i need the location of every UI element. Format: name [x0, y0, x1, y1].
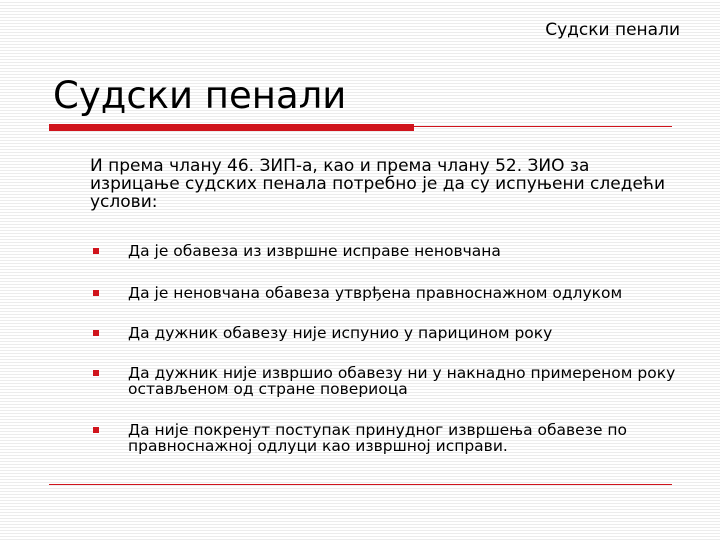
- title-underline-rule: [414, 126, 672, 127]
- intro-paragraph: И према члану 46. ЗИП-а, као и према члану 52. ЗИО за изрицање судских пенала потребно је да су испуњени следећи услови:: [90, 156, 666, 212]
- title-underline-accent: [49, 124, 414, 131]
- square-bullet-icon: [93, 290, 99, 296]
- square-bullet-icon: [93, 248, 99, 254]
- list-item-text: Да је неновчана обавеза утврђена правноснажном одлуком: [128, 284, 623, 302]
- square-bullet-icon: [93, 427, 99, 433]
- list-item-text: Да је обавеза из извршне исправе неновчана: [128, 242, 501, 260]
- slide-title: Судски пенали: [53, 74, 347, 117]
- header-caption: Судски пенали: [545, 20, 680, 40]
- square-bullet-icon: [93, 330, 99, 336]
- footer-rule: [49, 484, 672, 485]
- square-bullet-icon: [93, 370, 99, 376]
- list-item-text: Да дужник обавезу није испунио у парицином року: [128, 324, 553, 342]
- list-item-text: Да није покренут поступак принудног извршења обавезе по правноснажној одлуци као извршној исправи.: [128, 421, 628, 455]
- list-item-text: Да дужник није извршио обавезу ни у накнадно примереном року остављеном од стране повериоца: [128, 364, 676, 398]
